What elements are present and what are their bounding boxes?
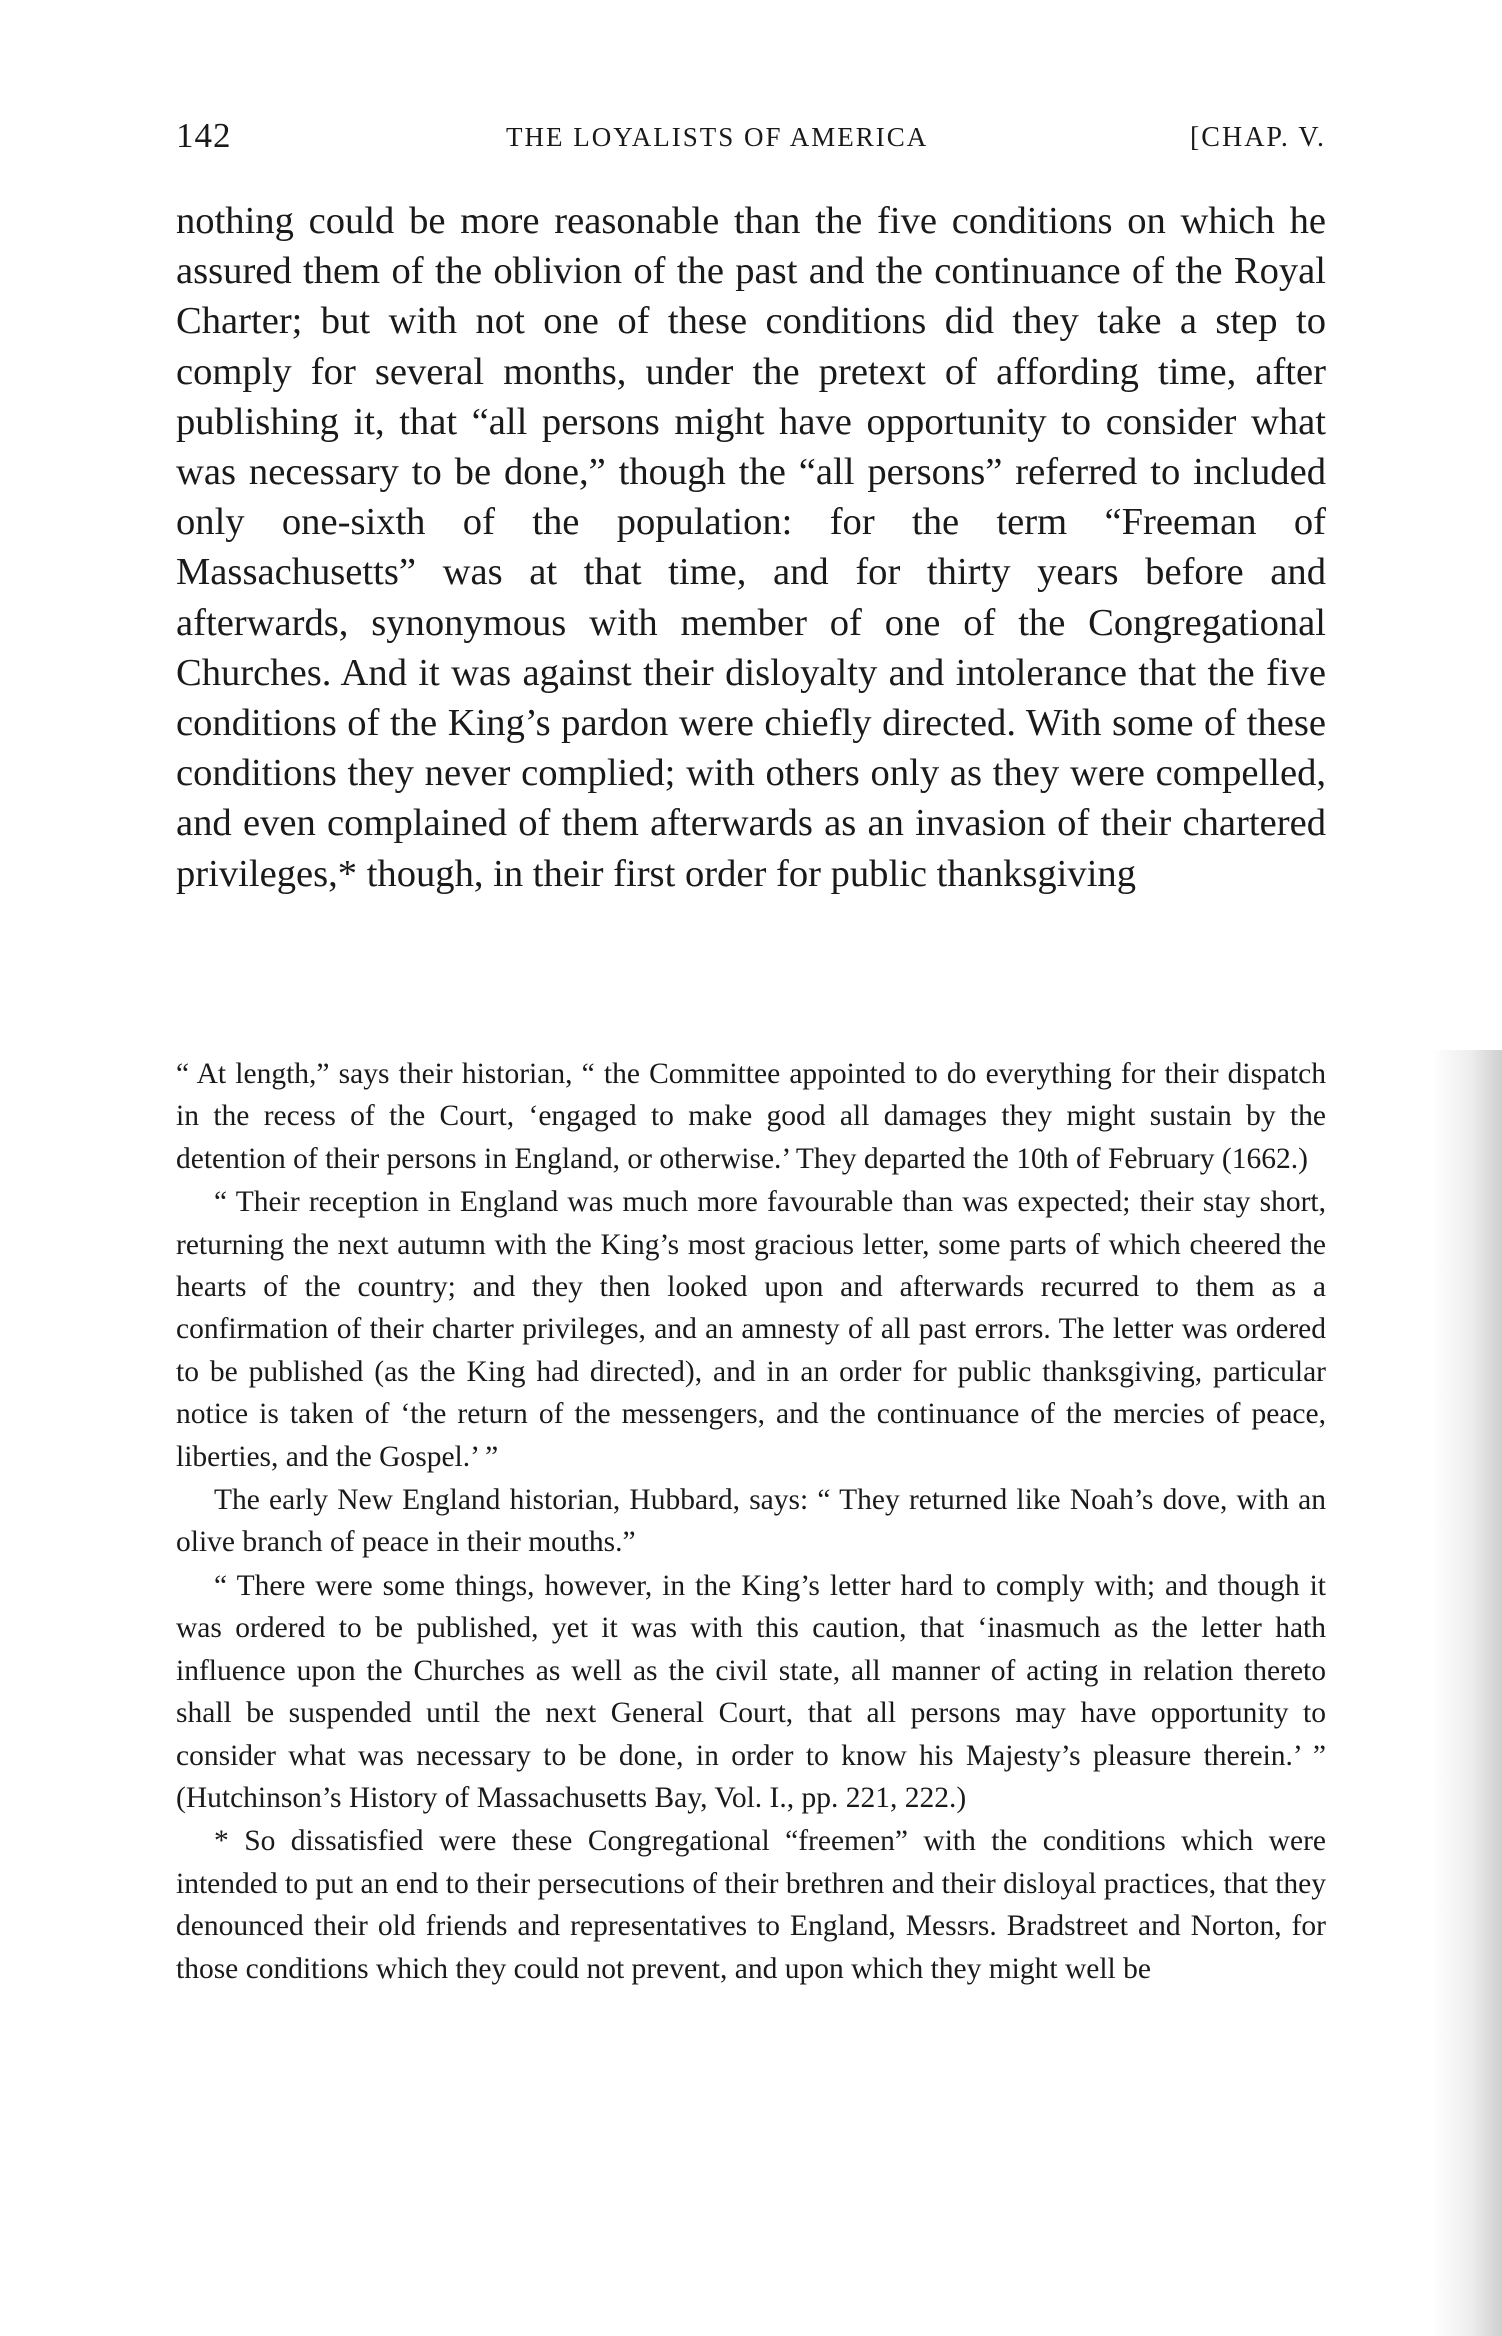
footnote-paragraph: The early New England historian, Hubbard, says: “ They returned like Noah’s dove, with an olive branch of peace in their mouths.” (176, 1484, 1326, 1559)
footnote-paragraph: “ Their reception in England was much more favourable than was expected; their stay short, returning the next autumn with the King’s most gracious letter, some parts of which cheered the hearts of the country; and they then looked upon and afterwards recurred to them as a confirmation of their charter privileges, and an amnesty of all past errors. The letter was ordered to be published (as the King had directed), and in an order for public thanksgiving, particular notice is taken of ‘the return of the messengers, and the continuance of the mercies of peace, liberties, and the Gospel.’ ” (176, 1186, 1326, 1473)
page-edge-shadow (1432, 1050, 1502, 2336)
footnote-paragraph: “ At length,” says their historian, “ the Committee appointed to do everything for their dispatch in the recess of the Court, ‘engaged to make good all damages they might sustain by the detention of their persons in England, or otherwise.’ They departed the 10th of February (1662.) (176, 1058, 1326, 1175)
running-head: THE LOYALISTS OF AMERICA (506, 122, 929, 152)
page-header (176, 116, 1326, 156)
page-number: 142 (176, 116, 232, 155)
chapter-label: [CHAP. V. (1189, 122, 1326, 153)
main-paragraph: nothing could be more reasonable than the five conditions on which he assured them of the oblivion of the past and the continuance of the Royal Charter; but with not one of these conditions did they take a step to comply for several months, under the pretext of affording time, after publishing it, that “all persons might have opportunity to consider what was necessary to be done,” though the “all persons” referred to included only one-sixth of the population: for the term “Freeman of Massachusetts” was at that time, and for thirty years before and afterwards, synonymous with member of one of the Congregational Churches. And it was against their disloyalty and intolerance that the five conditions of the King’s pardon were chiefly directed. With some of these conditions they never complied; with others only as they were compelled, and even complained of them afterwards as an invasion of their chartered privileges,* though, in their first order for public thanksgiving (176, 200, 1326, 895)
footnote-paragraph: * So dissatisfied were these Congregational “freemen” with the conditions which were intended to put an end to their persecutions of their brethren and their disloyal practices, that they denounced their old friends and representatives to England, Messrs. Bradstreet and Norton, for those conditions which they could not prevent, and upon which they might well be (176, 1825, 1326, 1985)
footnotes (176, 1053, 1326, 1991)
footnote-paragraph: “ There were some things, however, in the King’s letter hard to comply with; and though it was ordered to be published, yet it was with this caution, that ‘inasmuch as the letter hath influence upon the Churches as well as the civil state, all manner of acting in relation thereto shall be suspended until the next General Court, that all persons may have opportunity to consider what was necessary to be done, in order to know his Majesty’s pleasure therein.’ ” (Hutchinson’s History of Massachusetts Bay, Vol. I., pp. 221, 222.) (176, 1569, 1326, 1814)
